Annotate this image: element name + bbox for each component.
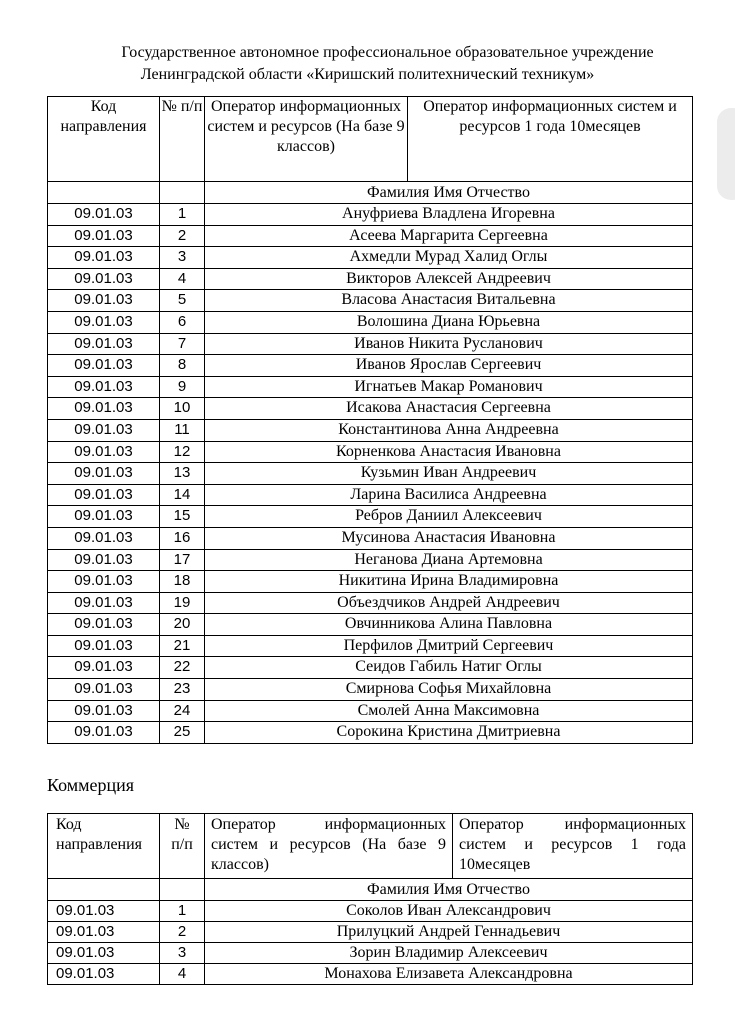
student-name: Смирнова Софья Михайловна bbox=[205, 679, 693, 701]
student-name: Кузьмин Иван Андреевич bbox=[205, 463, 693, 485]
fio-header-row bbox=[48, 182, 693, 204]
col-num-header: № п/п bbox=[160, 97, 205, 182]
table-header-row bbox=[48, 97, 693, 182]
table-row bbox=[48, 506, 693, 528]
direction-code: 09.01.03 bbox=[48, 901, 160, 922]
row-number: 24 bbox=[160, 700, 205, 722]
table-row bbox=[48, 463, 693, 485]
direction-code: 09.01.03 bbox=[48, 571, 160, 593]
row-number: 3 bbox=[160, 943, 205, 964]
direction-code: 09.01.03 bbox=[48, 290, 160, 312]
direction-code: 09.01.03 bbox=[48, 484, 160, 506]
row-number: 12 bbox=[160, 441, 205, 463]
row-number: 2 bbox=[160, 922, 205, 943]
col-op9-header: Оператор информационных систем и ресурсов (На базе 9 классов) bbox=[205, 97, 408, 182]
direction-code: 09.01.03 bbox=[48, 722, 160, 744]
student-name: Зорин Владимир Алексеевич bbox=[205, 943, 693, 964]
row-number: 8 bbox=[160, 355, 205, 377]
row-number: 9 bbox=[160, 376, 205, 398]
student-name: Смолей Анна Максимовна bbox=[205, 700, 693, 722]
row-number: 18 bbox=[160, 571, 205, 593]
table-row bbox=[48, 355, 693, 377]
direction-code: 09.01.03 bbox=[48, 355, 160, 377]
student-name: Никитина Ирина Владимировна bbox=[205, 571, 693, 593]
table-row bbox=[48, 484, 693, 506]
student-name: Объездчиков Андрей Андреевич bbox=[205, 592, 693, 614]
direction-code: 09.01.03 bbox=[48, 549, 160, 571]
row-number: 6 bbox=[160, 311, 205, 333]
direction-code: 09.01.03 bbox=[48, 657, 160, 679]
table-row bbox=[48, 419, 693, 441]
col-op1-header: Оператор информационных систем и ресурсов 1 года 10месяцев bbox=[408, 97, 693, 182]
table-row bbox=[48, 901, 693, 922]
table-row bbox=[48, 333, 693, 355]
table-row bbox=[48, 225, 693, 247]
row-number: 11 bbox=[160, 419, 205, 441]
side-scroll-tab[interactable] bbox=[717, 108, 735, 200]
row-number: 5 bbox=[160, 290, 205, 312]
table-row bbox=[48, 549, 693, 571]
table-row bbox=[48, 943, 693, 964]
table-row bbox=[48, 247, 693, 269]
student-name: Ахмедли Мурад Халид Оглы bbox=[205, 247, 693, 269]
table-row bbox=[48, 527, 693, 549]
row-number: 15 bbox=[160, 506, 205, 528]
table-header-row bbox=[48, 814, 693, 879]
row-number: 25 bbox=[160, 722, 205, 744]
row-number: 21 bbox=[160, 635, 205, 657]
direction-code: 09.01.03 bbox=[48, 943, 160, 964]
student-name: Волошина Диана Юрьевна bbox=[205, 311, 693, 333]
direction-code: 09.01.03 bbox=[48, 614, 160, 636]
table-row bbox=[48, 700, 693, 722]
row-number: 3 bbox=[160, 247, 205, 269]
student-name: Неганова Диана Артемовна bbox=[205, 549, 693, 571]
direction-code: 09.01.03 bbox=[48, 592, 160, 614]
direction-code: 09.01.03 bbox=[48, 419, 160, 441]
fio-header: Фамилия Имя Отчество bbox=[205, 879, 693, 901]
direction-code: 09.01.03 bbox=[48, 635, 160, 657]
empty-cell bbox=[160, 879, 205, 901]
fio-header-row bbox=[48, 879, 693, 901]
row-number: 4 bbox=[160, 268, 205, 290]
institution-line-2: Ленинградской области «Киришский политехнический техникум» bbox=[140, 66, 595, 83]
student-name: Викторов Алексей Андреевич bbox=[205, 268, 693, 290]
col-num-header: № п/п bbox=[160, 814, 205, 879]
student-name: Сорокина Кристина Дмитриевна bbox=[205, 722, 693, 744]
student-name: Соколов Иван Александрович bbox=[205, 901, 693, 922]
student-name: Ануфриева Владлена Игоревна bbox=[205, 204, 693, 226]
row-number: 19 bbox=[160, 592, 205, 614]
row-number: 1 bbox=[160, 204, 205, 226]
row-number: 7 bbox=[160, 333, 205, 355]
direction-code: 09.01.03 bbox=[48, 506, 160, 528]
fio-header: Фамилия Имя Отчество bbox=[205, 182, 693, 204]
table-row bbox=[48, 290, 693, 312]
document-header bbox=[0, 42, 735, 86]
table-row bbox=[48, 635, 693, 657]
direction-code: 09.01.03 bbox=[48, 964, 160, 985]
row-number: 13 bbox=[160, 463, 205, 485]
direction-code: 09.01.03 bbox=[48, 527, 160, 549]
row-number: 1 bbox=[160, 901, 205, 922]
row-number: 16 bbox=[160, 527, 205, 549]
table-row bbox=[48, 441, 693, 463]
row-number: 17 bbox=[160, 549, 205, 571]
section-title: Коммерция bbox=[47, 775, 135, 795]
empty-cell bbox=[160, 182, 205, 204]
student-name: Константинова Анна Андреевна bbox=[205, 419, 693, 441]
table-row bbox=[48, 964, 693, 985]
col-op1-header: Оператор информационных систем и ресурсов 1 года 10месяцев bbox=[453, 814, 693, 879]
row-number: 22 bbox=[160, 657, 205, 679]
direction-code: 09.01.03 bbox=[48, 311, 160, 333]
direction-code: 09.01.03 bbox=[48, 376, 160, 398]
row-number: 20 bbox=[160, 614, 205, 636]
direction-code: 09.01.03 bbox=[48, 225, 160, 247]
row-number: 10 bbox=[160, 398, 205, 420]
table-row bbox=[48, 614, 693, 636]
student-name: Ребров Даниил Алексеевич bbox=[205, 506, 693, 528]
table-row bbox=[48, 311, 693, 333]
student-name: Ларина Василиса Андреевна bbox=[205, 484, 693, 506]
table-row bbox=[48, 268, 693, 290]
direction-code: 09.01.03 bbox=[48, 463, 160, 485]
direction-code: 09.01.03 bbox=[48, 247, 160, 269]
student-name: Овчинникова Алина Павловна bbox=[205, 614, 693, 636]
col-op9-header: Оператор информационных систем и ресурсов (На базе 9 классов) bbox=[205, 814, 453, 879]
table-row bbox=[48, 592, 693, 614]
student-name: Исакова Анастасия Сергеевна bbox=[205, 398, 693, 420]
student-name: Прилуцкий Андрей Геннадьевич bbox=[205, 922, 693, 943]
student-name: Мусинова Анастасия Ивановна bbox=[205, 527, 693, 549]
direction-code: 09.01.03 bbox=[48, 679, 160, 701]
direction-code: 09.01.03 bbox=[48, 700, 160, 722]
student-name: Асеева Маргарита Сергеевна bbox=[205, 225, 693, 247]
direction-code: 09.01.03 bbox=[48, 333, 160, 355]
institution-line-1: Государственное автономное профессиональное образовательное учреждение bbox=[121, 44, 654, 61]
student-name: Сеидов Габиль Натиг Оглы bbox=[205, 657, 693, 679]
student-name: Власова Анастасия Витальевна bbox=[205, 290, 693, 312]
direction-code: 09.01.03 bbox=[48, 268, 160, 290]
empty-cell bbox=[48, 182, 160, 204]
direction-code: 09.01.03 bbox=[48, 922, 160, 943]
row-number: 14 bbox=[160, 484, 205, 506]
row-number: 4 bbox=[160, 964, 205, 985]
row-number: 2 bbox=[160, 225, 205, 247]
direction-code: 09.01.03 bbox=[48, 204, 160, 226]
direction-code: 09.01.03 bbox=[48, 441, 160, 463]
student-name: Перфилов Дмитрий Сергеевич bbox=[205, 635, 693, 657]
table-row bbox=[48, 571, 693, 593]
table-row bbox=[48, 376, 693, 398]
student-name: Корненкова Анастасия Ивановна bbox=[205, 441, 693, 463]
col-code-header: Код направления bbox=[48, 97, 160, 182]
direction-code: 09.01.03 bbox=[48, 398, 160, 420]
student-name: Иванов Никита Русланович bbox=[205, 333, 693, 355]
table-row bbox=[48, 922, 693, 943]
student-name: Игнатьев Макар Романович bbox=[205, 376, 693, 398]
student-name: Монахова Елизавета Александровна bbox=[205, 964, 693, 985]
student-name: Иванов Ярослав Сергеевич bbox=[205, 355, 693, 377]
student-table-operators bbox=[47, 96, 693, 744]
table-row bbox=[48, 679, 693, 701]
table-row bbox=[48, 722, 693, 744]
table-row bbox=[48, 204, 693, 226]
col-code-header: Код направления bbox=[48, 814, 160, 879]
table-row bbox=[48, 398, 693, 420]
student-table-commerce bbox=[47, 813, 693, 985]
table-row bbox=[48, 657, 693, 679]
empty-cell bbox=[48, 879, 160, 901]
row-number: 23 bbox=[160, 679, 205, 701]
